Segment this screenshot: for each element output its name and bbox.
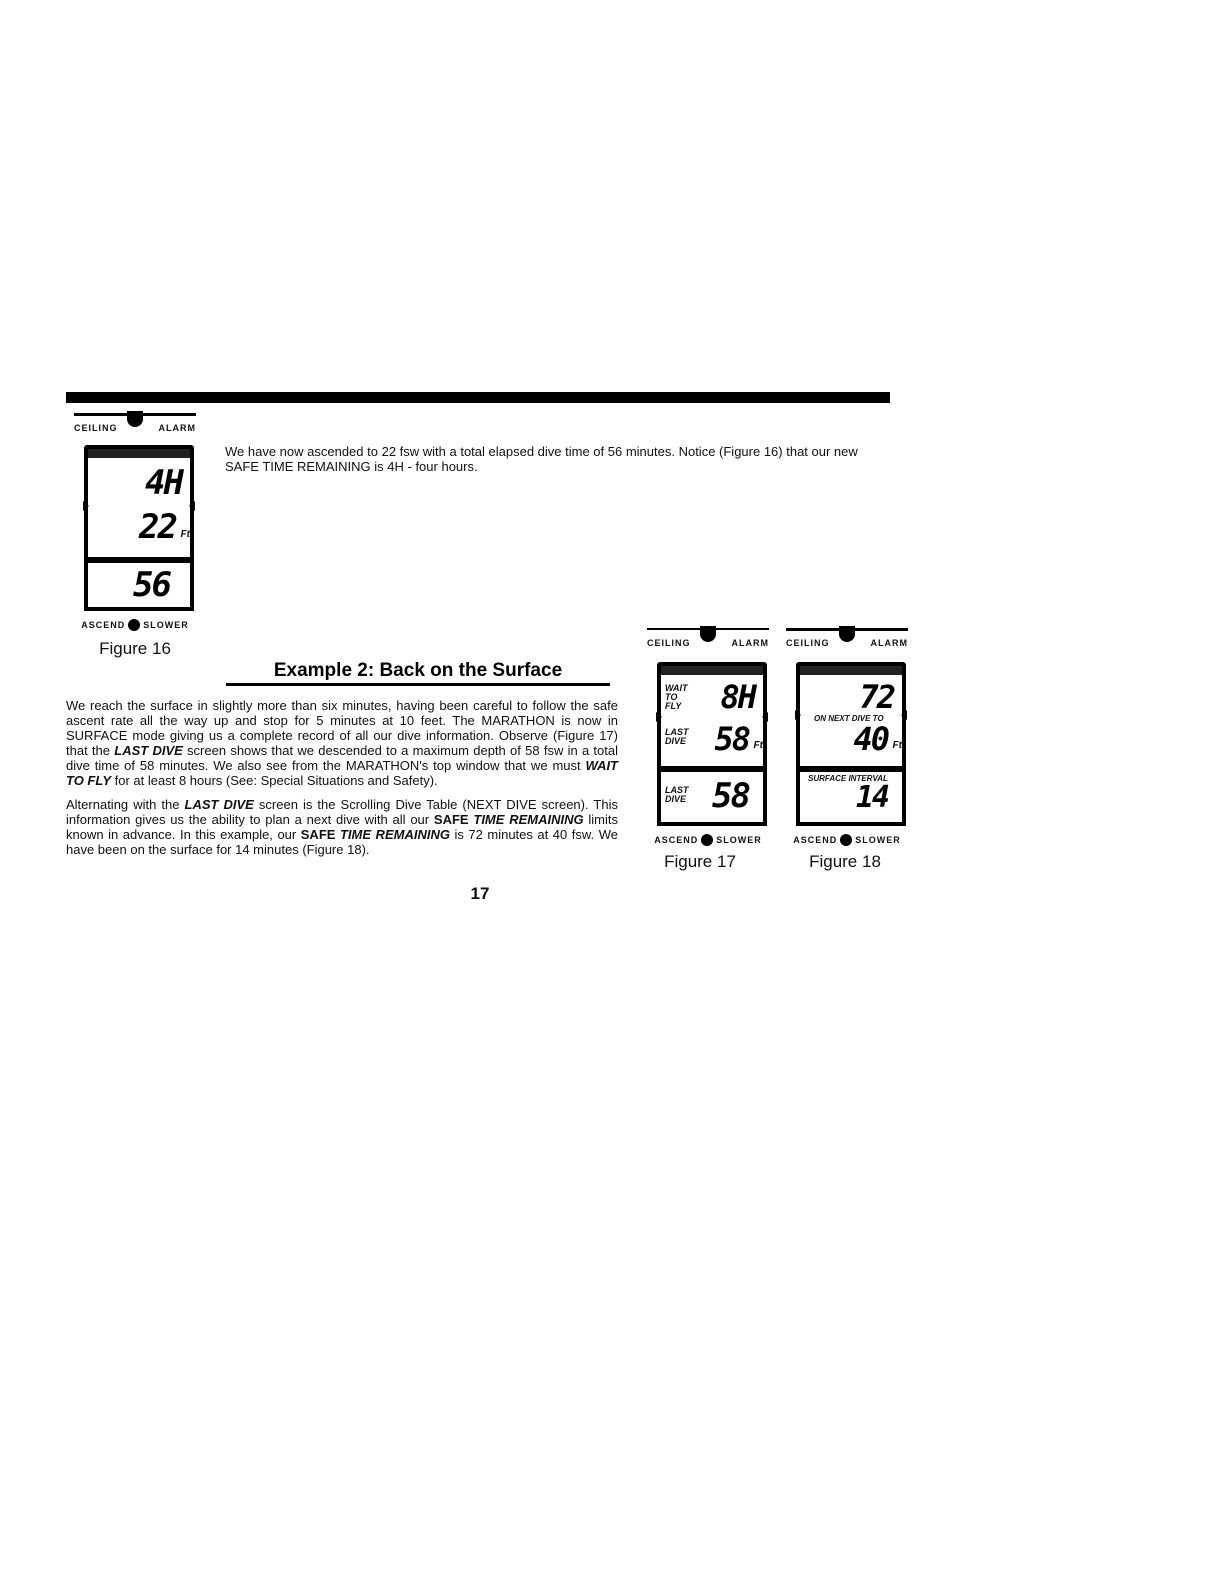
ascend-lamp-icon [128, 619, 140, 631]
figure17-caption: Figure 17 [664, 852, 736, 871]
wait-to-fly-value: 8H [720, 678, 755, 716]
ceiling-label: CEILING [647, 638, 691, 648]
p2-text-2: screen is the Scrolling Dive Table (NEXT DIVE screen). This information gives us the ability to plan a next dive with all our [66, 797, 618, 827]
figure16-dive-computer [70, 413, 200, 635]
alarm-label: ALARM [158, 423, 196, 433]
lower-lcd [796, 768, 906, 826]
figure16-caption: Figure 16 [99, 639, 171, 658]
left-pointer-icon [795, 710, 801, 720]
p2-bold-last-dive: LAST DIVE [184, 797, 254, 812]
right-pointer-icon [762, 712, 768, 722]
wait-to-fly-tag: WAIT TO FLY [665, 683, 688, 711]
last-dive-tag: LAST DIVE [665, 727, 689, 746]
next-dive-depth-value: 40 [853, 720, 888, 758]
slower-label: SLOWER [716, 835, 762, 845]
alarm-lamp-icon [839, 626, 855, 642]
p2-text-3: limits known in advance. In this example, our [66, 812, 619, 842]
depth-value: 22 [139, 507, 176, 547]
slower-label: SLOWER [143, 620, 189, 630]
p1-bold-last-dive: LAST DIVE [114, 743, 183, 758]
ascend-lamp-icon [701, 834, 713, 846]
upper-lcd [657, 662, 767, 770]
depth-unit: Ft [753, 740, 763, 751]
device-bottom-labels [782, 834, 912, 846]
next-dive-strip: ON NEXT DIVE TO [814, 714, 884, 723]
left-pointer-icon [656, 712, 662, 722]
figure18-dive-computer [782, 628, 912, 848]
p2-bold-time-remaining-2: TIME REMAINING [339, 827, 450, 842]
alarm-label: ALARM [731, 638, 769, 648]
p1-text-2: screen shows that we descended to a maximum depth of 58 fsw in a total dive time of 58 minutes. We also see from the MARATHON's top window that we must [66, 743, 618, 773]
surface-interval-strip: SURFACE INTERVAL [808, 774, 888, 783]
section-heading: Example 2: Back on the Surface [273, 660, 563, 681]
slower-label: SLOWER [855, 835, 901, 845]
max-depth-value: 58 [714, 720, 749, 758]
figure17-dive-computer [643, 628, 773, 848]
page-number: 17 [470, 884, 490, 903]
intro-paragraph: We have now ascended to 22 fsw with a total elapsed dive time of 56 minutes. Notice (Figure 16) that our new SAFE TIME REMAINING is 4H - four hours. [225, 444, 858, 474]
figure18-caption: Figure 18 [809, 852, 881, 871]
upper-lcd [84, 445, 194, 561]
device-bottom-labels [70, 619, 200, 631]
last-dive-tag-lower: LAST DIVE [665, 785, 689, 804]
alarm-lamp-icon [127, 411, 143, 427]
top-rule [66, 392, 890, 403]
lcd-header-strip [88, 449, 190, 458]
p1-text-3: for at least 8 hours (See: Special Situations and Safety). [111, 773, 438, 788]
alarm-lamp-icon [700, 626, 716, 642]
heading-underline [226, 683, 610, 686]
depth-unit: Ft [892, 740, 902, 751]
device-bottom-labels [643, 834, 773, 846]
lcd-header-strip [800, 666, 902, 675]
upper-lcd [796, 662, 906, 770]
paragraph-last-dive [66, 698, 618, 788]
p2-text-4: is 72 minutes at 40 fsw. We have been on the surface for 14 minutes (Figure 18). [66, 827, 618, 857]
lower-lcd [84, 559, 194, 611]
paragraph-next-dive [66, 797, 618, 857]
p1-bold-wait-to-fly: WAIT TO FLY [66, 758, 618, 788]
ascend-label: ASCEND [654, 835, 699, 845]
p2-bold-safe-2: SAFE [300, 827, 336, 842]
p1-text-1: We reach the surface in slightly more than six minutes, having been careful to follow the safe ascent rate all the way up and stop for 5 minutes at 10 feet. The MARATHON is now in SURFACE mode giving us a complete record of all our dive information. Observe (Figure 17) that the [66, 698, 618, 758]
ascend-lamp-icon [840, 834, 852, 846]
right-pointer-icon [189, 501, 195, 511]
left-pointer-icon [83, 501, 89, 511]
ascend-label: ASCEND [793, 835, 838, 845]
dive-time-value: 56 [133, 565, 170, 605]
ascend-label: ASCEND [81, 620, 126, 630]
lcd-header-strip [661, 666, 763, 675]
safe-time-value: 72 [859, 678, 894, 716]
ceiling-label: CEILING [786, 638, 830, 648]
p2-bold-safe: SAFE [433, 812, 469, 827]
p2-bold-time-remaining: TIME REMAINING [473, 812, 584, 827]
p2-text-1: Alternating with the [66, 797, 185, 812]
alarm-label: ALARM [870, 638, 908, 648]
dive-time-value: 58 [712, 776, 749, 816]
right-pointer-icon [901, 710, 907, 720]
ceiling-label: CEILING [74, 423, 118, 433]
depth-unit: Ft [180, 529, 190, 540]
lower-lcd [657, 768, 767, 826]
surface-interval-value: 14 [855, 780, 888, 815]
safe-time-value: 4H [145, 463, 182, 503]
